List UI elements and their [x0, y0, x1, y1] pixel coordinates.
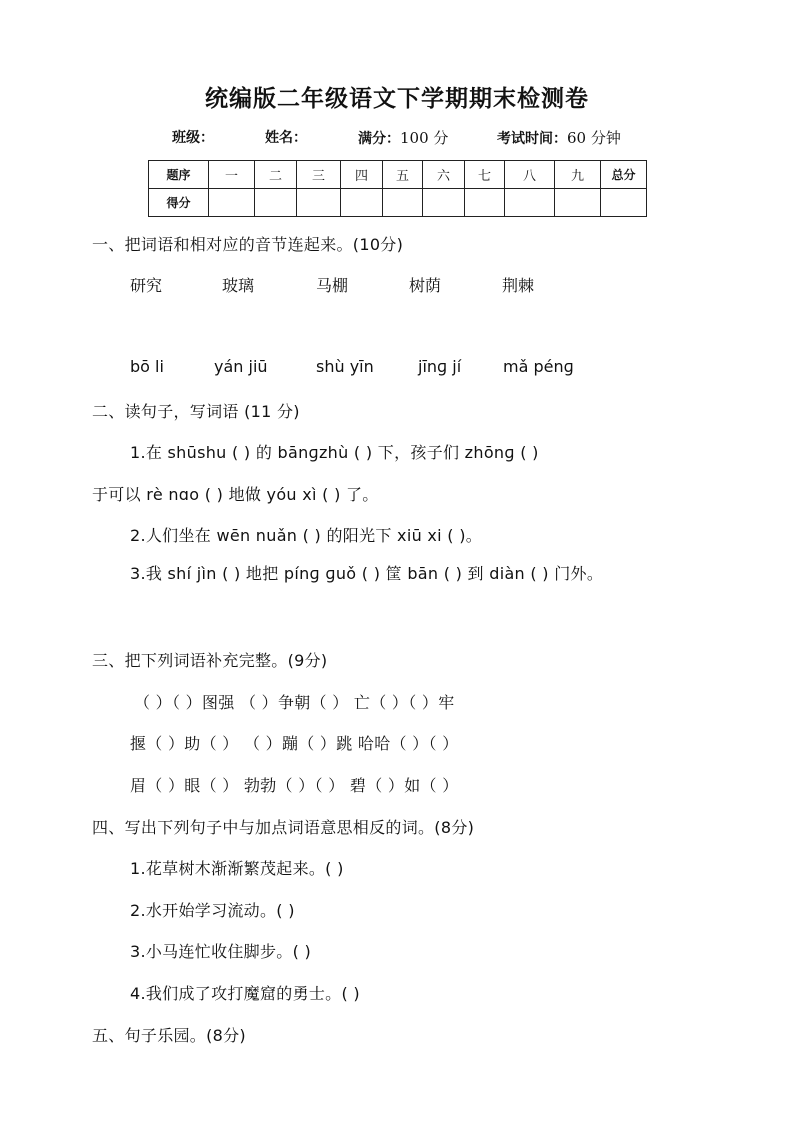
word-item: 荆棘	[502, 276, 535, 295]
score-table-score-row	[149, 189, 647, 217]
question-line: 3.我 shí jìn ( ) 地把 pínɡ ɡuǒ ( ) 筐 bān ( ) 到 diàn ( ) 门外。	[130, 564, 604, 583]
score-cell[interactable]	[601, 189, 647, 217]
score-table-header-row	[149, 161, 647, 189]
question-line: 2.水开始学习流动。( )	[130, 901, 295, 920]
score-cell[interactable]	[505, 189, 555, 217]
section-4-heading: 四、写出下列句子中与加点词语意思相反的词。(8分)	[92, 818, 475, 837]
question-line: 1.在 shūshu ( ) 的 bānɡzhù ( ) 下，孩子们 zhōnɡ ( )	[130, 443, 539, 462]
score-cell[interactable]	[423, 189, 465, 217]
section-2-heading: 二、读句子，写词语 (11 分)	[92, 402, 300, 421]
table-cell: 五	[383, 161, 423, 189]
question-line: （ ）（ ）图强 （ ）争朝（ ） 亡（ ）（ ）牢	[134, 693, 455, 712]
score-cell[interactable]	[209, 189, 255, 217]
table-cell: 七	[465, 161, 505, 189]
table-cell: 得分	[149, 189, 209, 217]
section-1-heading: 一、把词语和相对应的音节连起来。(10分)	[92, 235, 404, 254]
full-score-label-text: 满分：	[358, 131, 400, 147]
name-label: 姓名：	[265, 130, 307, 146]
class-label: 班级：	[172, 130, 214, 146]
pinyin-item: jīnɡ jí	[418, 357, 462, 376]
score-table	[148, 160, 647, 217]
page-title: 统编版二年级语文下学期期末检测卷	[205, 86, 589, 112]
table-cell: 八	[505, 161, 555, 189]
question-line: 3.小马连忙收住脚步。( )	[130, 942, 312, 961]
table-cell: 一	[209, 161, 255, 189]
score-cell[interactable]	[465, 189, 505, 217]
table-cell: 六	[423, 161, 465, 189]
question-line: 2.人们坐在 wēn nuǎn ( ) 的阳光下 xiū xi ( )。	[130, 526, 483, 545]
question-line: 4.我们成了攻打魔窟的勇士。( )	[130, 984, 360, 1003]
word-item: 树荫	[409, 276, 442, 295]
score-cell[interactable]	[383, 189, 423, 217]
full-score-label	[358, 127, 448, 148]
score-cell[interactable]	[555, 189, 601, 217]
pinyin-item: shù yīn	[316, 357, 374, 376]
question-line: 于可以 rè nɑo ( ) 地做 yóu xì ( ) 了。	[92, 485, 379, 504]
question-line: 揠（ ）助（ ） （ ）蹦（ ）跳 哈哈（ ）（ ）	[130, 734, 459, 753]
table-cell: 二	[255, 161, 297, 189]
question-line: 眉（ ）眼（ ） 勃勃（ ）（ ） 碧（ ）如（ ）	[130, 776, 459, 795]
time-value: 60 分钟	[567, 129, 621, 147]
table-cell: 四	[341, 161, 383, 189]
table-cell: 总分	[601, 161, 647, 189]
time-label-text: 考试时间：	[497, 131, 567, 147]
full-score-value: 100 分	[400, 129, 449, 147]
score-cell[interactable]	[297, 189, 341, 217]
section-3-heading: 三、把下列词语补充完整。(9分)	[92, 651, 328, 670]
pinyin-item: mǎ pénɡ	[503, 357, 574, 376]
time-label	[497, 127, 621, 148]
word-item: 研究	[130, 276, 163, 295]
table-cell: 三	[297, 161, 341, 189]
pinyin-item: bō li	[130, 357, 164, 376]
pinyin-item: yán jiū	[214, 357, 268, 376]
table-cell: 九	[555, 161, 601, 189]
question-line: 1.花草树木渐渐繁茂起来。( )	[130, 859, 344, 878]
word-item: 玻璃	[222, 276, 255, 295]
word-item: 马棚	[316, 276, 349, 295]
table-cell: 题序	[149, 161, 209, 189]
section-5-heading: 五、句子乐园。(8分)	[92, 1026, 246, 1045]
score-cell[interactable]	[341, 189, 383, 217]
score-cell[interactable]	[255, 189, 297, 217]
